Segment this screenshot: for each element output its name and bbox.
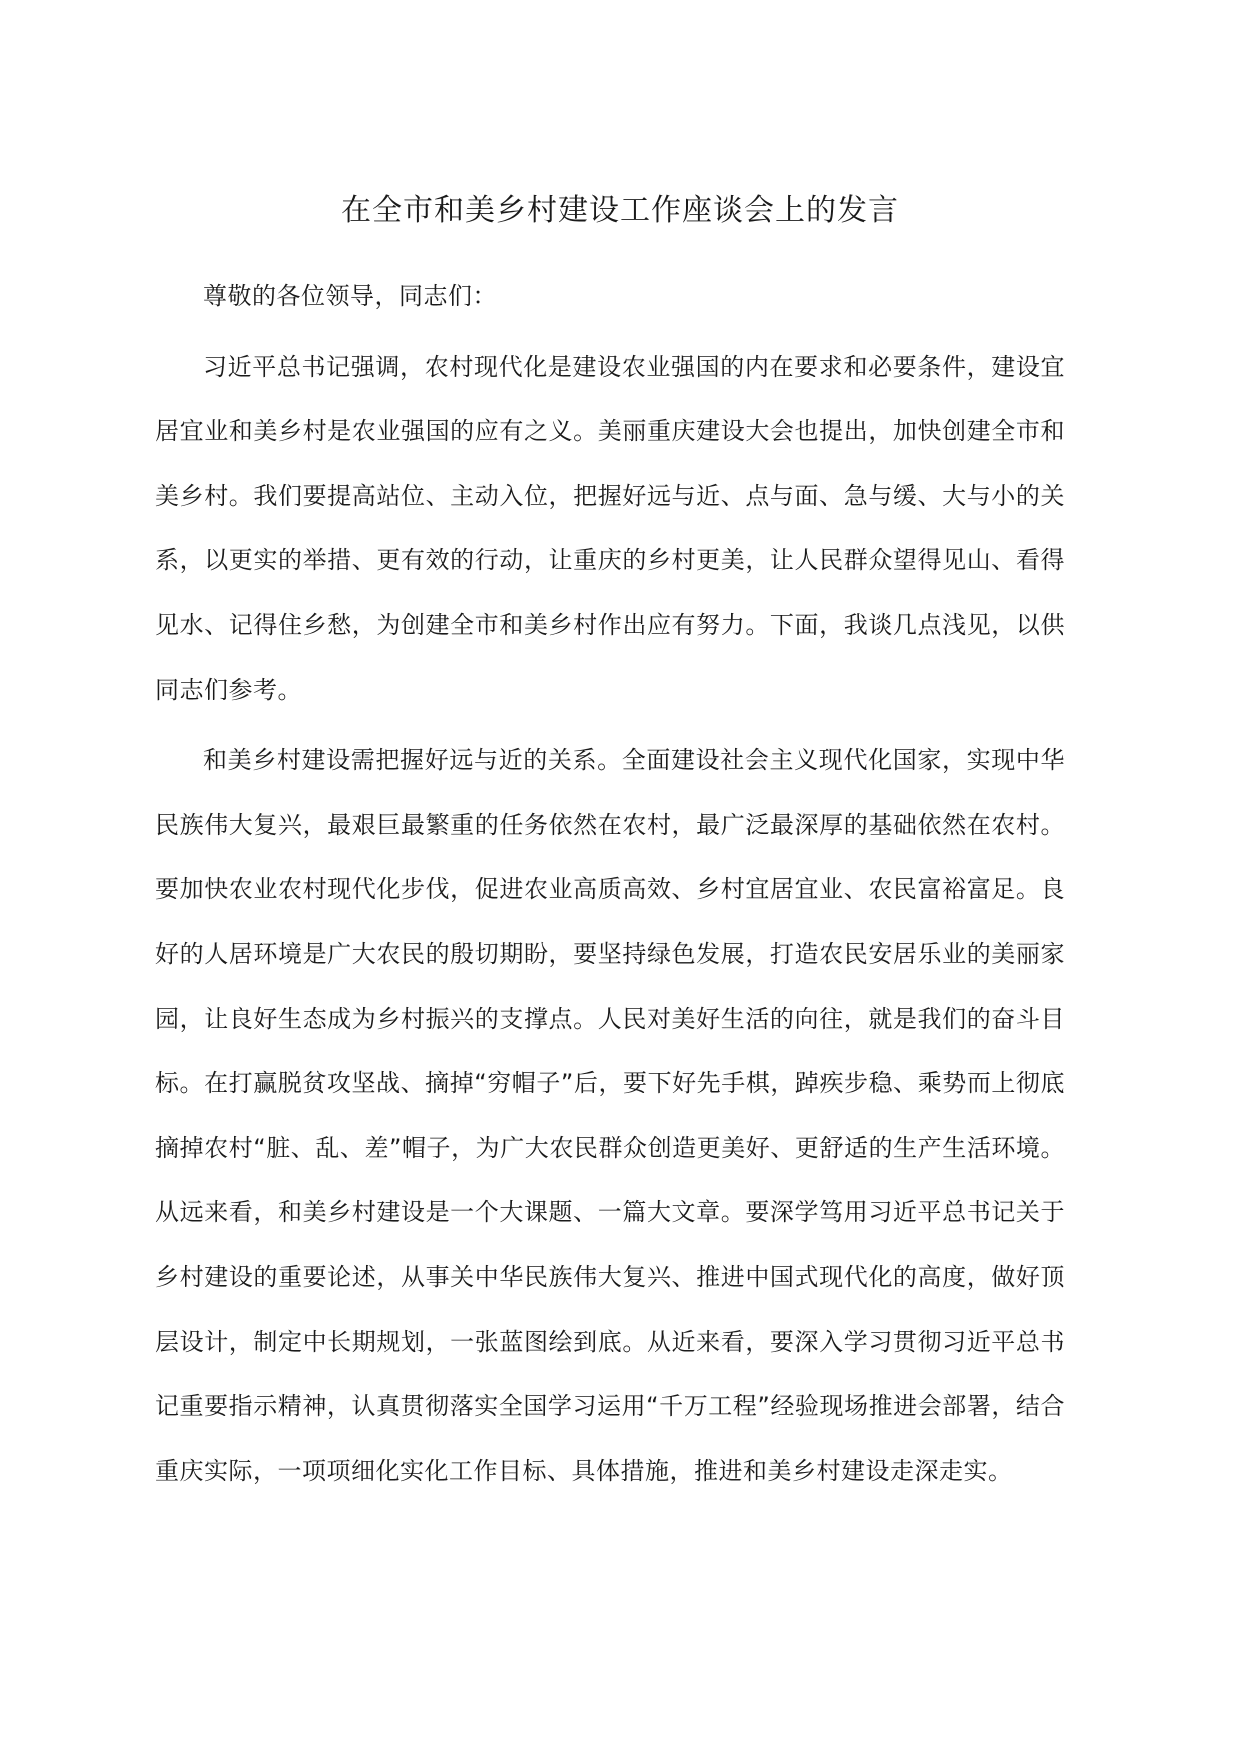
- paragraph-intro: 习近平总书记强调，农村现代化是建设农业强国的内在要求和必要条件，建设宜居宜业和美乡村是农业强国的应有之义。美丽重庆建设大会也提出，加快创建全市和美乡村。我们要提高站位、主动入位，把握好远与近、点与面、急与缓、大与小的关系，以更实的举措、更有效的行动，让重庆的乡村更美，让人民群众望得见山、看得见水、记得住乡愁，为创建全市和美乡村作出应有努力。下面，我谈几点浅见，以供同志们参考。: [155, 352, 1065, 704]
- paragraph-far-near: 和美乡村建设需把握好远与近的关系。全面建设社会主义现代化国家，实现中华民族伟大复兴，最艰巨最繁重的任务依然在农村，最广泛最深厚的基础依然在农村。要加快农业农村现代化步伐，促进农业高质高效、乡村宜居宜业、农民富裕富足。良好的人居环境是广大农民的殷切期盼，要坚持绿色发展，打造农民安居乐业的美丽家园，让良好生态成为乡村振兴的支撑点。人民对美好生活的向往，就是我们的奋斗目标。在打赢脱贫攻坚战、摘掉“穷帽子”后，要下好先手棋，踔疾步稳、乘势而上彻底摘掉农村“脏、乱、差”帽子，为广大农民群众创造更美好、更舒适的生产生活环境。从远来看，和美乡村建设是一个大课题、一篇大文章。要深学笃用习近平总书记关于乡村建设的重要论述，从事关中华民族伟大复兴、推进中国式现代化的高度，做好顶层设计，制定中长期规划，一张蓝图绘到底。从近来看，要深入学习贯彻习近平总书记重要指示精神，认真贯彻落实全国学习运用“千万工程”经验现场推进会部署，结合重庆实际，一项项细化实化工作目标、具体措施，推进和美乡村建设走深走实。: [155, 746, 1065, 1485]
- document-body: [155, 264, 1065, 1503]
- salutation: 尊敬的各位领导，同志们：: [203, 282, 497, 310]
- document-title: 在全市和美乡村建设工作座谈会上的发言: [341, 193, 899, 228]
